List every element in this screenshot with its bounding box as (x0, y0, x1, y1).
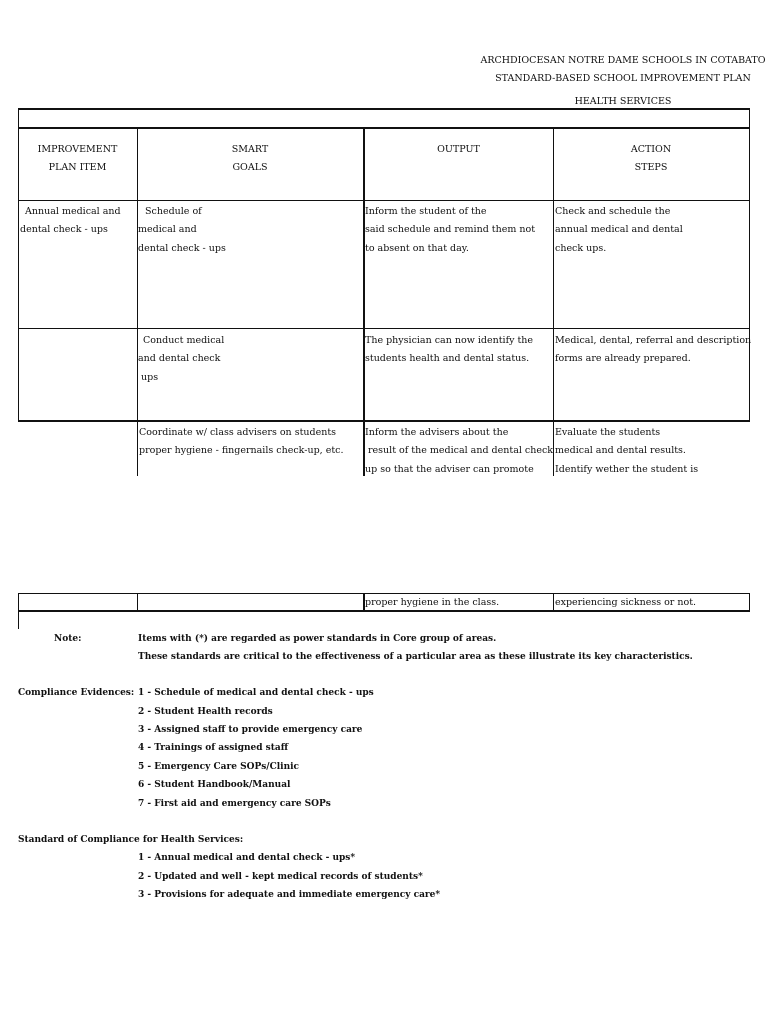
plan-title: STANDARD-BASED SCHOOL IMPROVEMENT PLAN (495, 73, 751, 84)
vline-col4-cont (553, 593, 554, 611)
standard-item: 3 - Provisions for adequate and immediate emergency care* (138, 890, 441, 900)
section-title: HEALTH SERVICES (574, 96, 672, 107)
row1-bottom-line (18, 328, 750, 329)
vline-right-cont (749, 593, 750, 611)
continuation-top-line (18, 593, 750, 594)
header-top-line (18, 127, 750, 129)
column-header-action-steps: ACTION STEPS (630, 144, 672, 174)
vline-col2-cont (137, 593, 138, 611)
standard-item: 2 - Updated and well - kept medical records of students* (138, 872, 423, 882)
header-bottom-line (18, 200, 750, 201)
column-header-smart-goals: SMART GOALS (231, 144, 269, 174)
table-top-line (18, 108, 750, 110)
note-label: Note: (54, 634, 82, 644)
note-line: Items with (*) are regarded as power standards in Core group of areas. (138, 634, 497, 644)
vline-col4 (553, 127, 554, 476)
compliance-item: 1 - Schedule of medical and dental check - ups (138, 688, 374, 698)
compliance-item: 4 - Trainings of assigned staff (138, 743, 289, 753)
row2-output: The physician can now identify the students health and dental status. (365, 335, 534, 365)
row2-bottom-line (18, 420, 750, 422)
compliance-item: 6 - Student Handbook/Manual (138, 780, 291, 790)
row1-goal: Schedule of medical and dental check - ups (138, 206, 226, 254)
compliance-item: 7 - First aid and emergency care SOPs (138, 799, 331, 809)
compliance-item: 3 - Assigned staff to provide emergency care (138, 725, 363, 735)
standard-label: Standard of Compliance for Health Services: (18, 835, 244, 845)
continuation-action: experiencing sickness or not. (555, 597, 697, 608)
row1-output: Inform the student of the said schedule and remind them not to absent on that day. (365, 206, 536, 254)
row3-action: Evaluate the students medical and dental results. Identify wether the student is (555, 427, 699, 475)
organization-title: ARCHDIOCESAN NOTRE DAME SCHOOLS IN COTABATO (480, 55, 766, 66)
vline-left-cont (18, 593, 19, 629)
row3-output: Inform the advisers about the result of the medical and dental check up so that the adviser can promote (365, 427, 554, 475)
row1-plan-item: Annual medical and dental check - ups (20, 206, 121, 236)
vline-col2 (137, 127, 138, 476)
compliance-item: 5 - Emergency Care SOPs/Clinic (138, 762, 300, 772)
row3-goal: Coordinate w/ class advisers on students proper hygiene - fingernails check-up, etc. (139, 427, 344, 457)
column-header-output: OUTPUT (437, 144, 480, 155)
vline-right (749, 108, 750, 422)
table-bottom-line (18, 610, 750, 612)
row1-action: Check and schedule the annual medical and dental check ups. (555, 206, 683, 254)
compliance-item: 2 - Student Health records (138, 707, 273, 717)
row2-action: Medical, dental, referral and description forms are already prepared. (555, 335, 752, 365)
row2-goal: Conduct medical and dental check ups (138, 335, 225, 383)
standard-item: 1 - Annual medical and dental check - ups* (138, 853, 356, 863)
compliance-label: Compliance Evidences: (18, 688, 135, 698)
column-header-improvement: IMPROVEMENT PLAN ITEM (37, 144, 118, 174)
note-line: These standards are critical to the effectiveness of a particular area as these illustrate its key characteristics. (138, 652, 693, 662)
continuation-output: proper hygiene in the class. (365, 597, 500, 608)
